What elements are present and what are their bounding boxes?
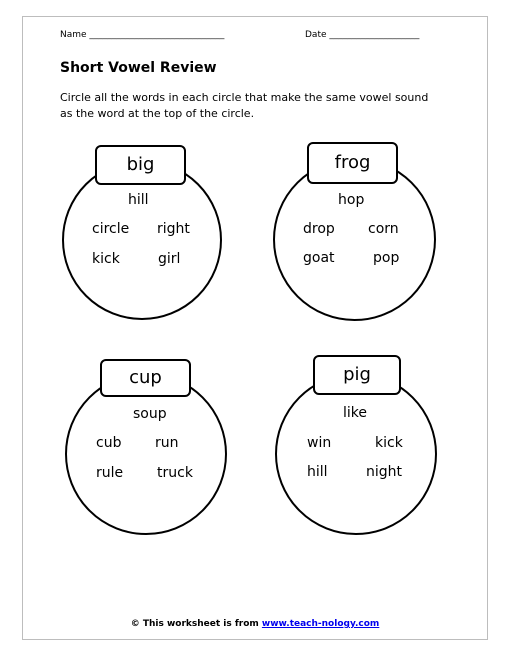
circle-word: hill (128, 192, 149, 208)
circle-outline (275, 373, 437, 535)
circle-outline (65, 373, 227, 535)
circle-word: truck (157, 465, 193, 481)
footer-link[interactable]: www.teach-nology.com (261, 619, 380, 629)
circle-word: kick (92, 251, 120, 267)
circle-word: rule (96, 465, 124, 481)
date-field-line: Date ____________________ (305, 30, 420, 40)
circle-label: big (95, 145, 186, 185)
footer-text: © This worksheet is from (130, 619, 262, 629)
circle-word: girl (158, 251, 181, 267)
circle-word: soup (133, 406, 167, 422)
instructions: Circle all the words in each circle that make the same vowel sound as the word at the top of the circle. (60, 91, 429, 120)
circle-word: right (157, 221, 190, 237)
circle-word: night (366, 464, 403, 480)
circle-label: frog (307, 142, 398, 184)
circle-word: goat (303, 250, 335, 266)
circle-word: win (307, 435, 332, 451)
circle-word: hop (338, 192, 365, 208)
circle-word: run (155, 435, 179, 451)
circle-label: pig (313, 355, 401, 395)
circle-word: like (343, 405, 368, 421)
circle-word: drop (303, 221, 335, 237)
footer-credit (0, 619, 510, 629)
name-field-line: Name ______________________________ (60, 30, 225, 40)
worksheet-title: Short Vowel Review (60, 60, 217, 76)
circle-word: pop (373, 250, 400, 266)
circle-label: cup (100, 359, 191, 397)
circle-word: hill (307, 464, 328, 480)
circle-word: kick (375, 435, 403, 451)
circle-word: corn (368, 221, 399, 237)
circle-word: circle (92, 221, 130, 237)
circle-word: cub (96, 435, 122, 451)
